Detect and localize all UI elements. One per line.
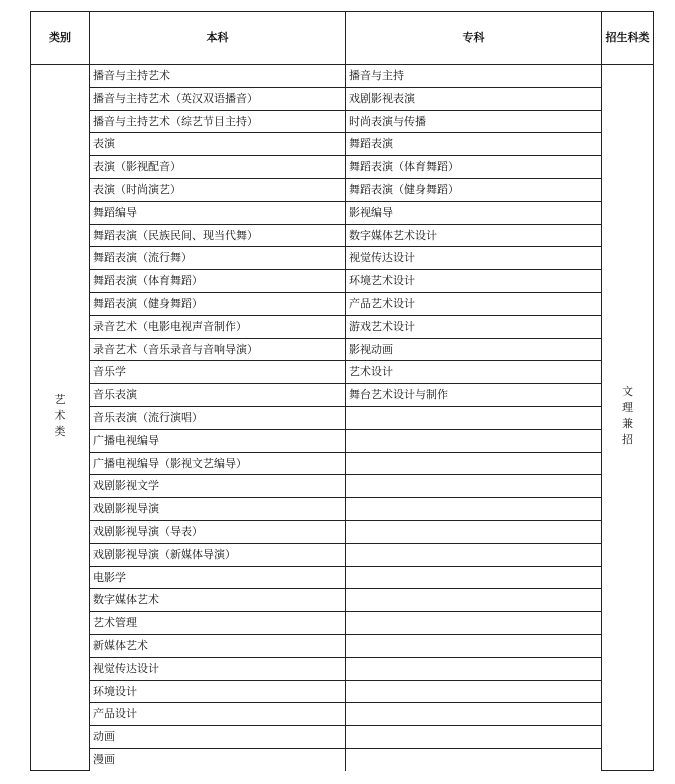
bachelor-major: 舞蹈表演（流行舞） [90,247,346,270]
table-row [31,178,654,201]
vocational-major: 视觉传达设计 [346,247,602,270]
table-row [31,133,654,156]
table-row [31,452,654,475]
table-row [31,543,654,566]
vocational-major [346,726,602,749]
bachelor-major: 音乐表演（流行演唱） [90,406,346,429]
vocational-major: 播音与主持 [346,65,602,88]
vocational-major [346,520,602,543]
table-row [31,498,654,521]
header-row [31,12,654,65]
vocational-major: 时尚表演与传播 [346,110,602,133]
bachelor-major: 舞蹈表演（体育舞蹈） [90,270,346,293]
bachelor-major: 环境设计 [90,680,346,703]
table-row [31,726,654,749]
table-row [31,156,654,179]
bachelor-major: 舞蹈编导 [90,201,346,224]
vocational-major [346,634,602,657]
vocational-major [346,566,602,589]
bachelor-major: 录音艺术（音乐录音与音响导演） [90,338,346,361]
header-bachelor: 本科 [90,12,346,65]
vocational-major: 舞蹈表演（体育舞蹈） [346,156,602,179]
vocational-major: 产品艺术设计 [346,292,602,315]
vocational-major: 游戏艺术设计 [346,315,602,338]
admission-type-cell [602,65,654,771]
table-row [31,406,654,429]
table-body [31,65,654,771]
vocational-major [346,703,602,726]
bachelor-major: 产品设计 [90,703,346,726]
vocational-major [346,543,602,566]
bachelor-major: 电影学 [90,566,346,589]
bachelor-major: 动画 [90,726,346,749]
majors-table [30,11,654,771]
vocational-major [346,429,602,452]
table-row [31,566,654,589]
admission-type-label: 文理兼招 [622,385,633,447]
table-row [31,703,654,726]
bachelor-major: 戏剧影视导演（导表） [90,520,346,543]
table-row [31,384,654,407]
header-admission: 招生科类 [602,12,654,65]
bachelor-major: 舞蹈表演（民族民间、现当代舞） [90,224,346,247]
bachelor-major: 音乐学 [90,361,346,384]
table-row [31,338,654,361]
bachelor-major: 表演 [90,133,346,156]
vocational-major: 艺术设计 [346,361,602,384]
category-cell [31,65,90,771]
bachelor-major: 播音与主持艺术（英汉双语播音） [90,87,346,110]
vocational-major [346,657,602,680]
bachelor-major: 新媒体艺术 [90,634,346,657]
bachelor-major: 广播电视编导（影视文艺编导） [90,452,346,475]
vocational-major [346,452,602,475]
vocational-major: 舞台艺术设计与制作 [346,384,602,407]
bachelor-major: 视觉传达设计 [90,657,346,680]
vocational-major [346,406,602,429]
bachelor-major: 表演（时尚演艺） [90,178,346,201]
vocational-major: 影视动画 [346,338,602,361]
table-row [31,612,654,635]
vocational-major: 数字媒体艺术设计 [346,224,602,247]
bachelor-major: 录音艺术（电影电视声音制作） [90,315,346,338]
table-row [31,361,654,384]
vocational-major [346,589,602,612]
table-row [31,315,654,338]
bachelor-major: 数字媒体艺术 [90,589,346,612]
bachelor-major: 广播电视编导 [90,429,346,452]
vocational-major: 影视编导 [346,201,602,224]
bachelor-major: 音乐表演 [90,384,346,407]
vocational-major [346,498,602,521]
category-label: 艺术类 [54,393,66,439]
bachelor-major: 播音与主持艺术 [90,65,346,88]
vocational-major: 舞蹈表演（健身舞蹈） [346,178,602,201]
bachelor-major: 戏剧影视文学 [90,475,346,498]
table-row [31,292,654,315]
vocational-major [346,680,602,703]
header-vocational: 专科 [346,12,602,65]
table-row [31,247,654,270]
vocational-major: 戏剧影视表演 [346,87,602,110]
table-row [31,87,654,110]
table-row [31,475,654,498]
vocational-major: 舞蹈表演 [346,133,602,156]
vocational-major [346,475,602,498]
bachelor-major: 戏剧影视导演 [90,498,346,521]
table-row [31,429,654,452]
bachelor-major: 表演（影视配音） [90,156,346,179]
vocational-major [346,748,602,770]
bachelor-major: 舞蹈表演（健身舞蹈） [90,292,346,315]
bachelor-major: 播音与主持艺术（综艺节目主持） [90,110,346,133]
table-row [31,657,654,680]
table-row [31,201,654,224]
header-category: 类别 [31,12,90,65]
table-row [31,634,654,657]
table-row [31,520,654,543]
bachelor-major: 漫画 [90,748,346,770]
table-row [31,65,654,88]
table-row [31,224,654,247]
vocational-major: 环境艺术设计 [346,270,602,293]
table-row [31,270,654,293]
table-row [31,680,654,703]
table-row [31,110,654,133]
table-row [31,589,654,612]
vocational-major [346,612,602,635]
bachelor-major: 艺术管理 [90,612,346,635]
bachelor-major: 戏剧影视导演（新媒体导演） [90,543,346,566]
table-row [31,748,654,770]
